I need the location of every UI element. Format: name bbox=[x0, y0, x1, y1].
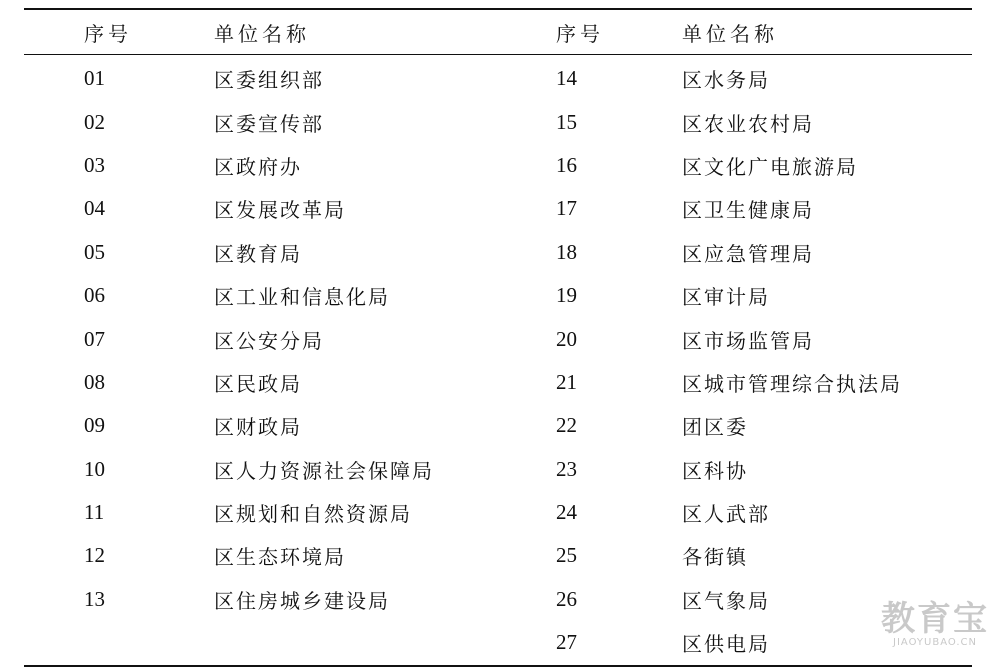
row-number-left: 08 bbox=[84, 369, 105, 394]
row-number-right: 16 bbox=[556, 152, 577, 177]
row-number-left: 12 bbox=[84, 543, 105, 568]
row-number-left: 05 bbox=[84, 239, 105, 264]
row-unit-name-left: 区民政局 bbox=[214, 371, 302, 396]
table-row bbox=[24, 491, 972, 534]
row-unit-name-right: 区科协 bbox=[682, 458, 748, 483]
row-unit-name-right: 区水务局 bbox=[682, 68, 770, 93]
row-number-left: 13 bbox=[84, 586, 105, 611]
table-row bbox=[24, 100, 972, 143]
row-unit-name-right: 区城市管理综合执法局 bbox=[682, 371, 902, 396]
row-unit-name-right: 区文化广电旅游局 bbox=[682, 154, 858, 179]
row-number-right: 25 bbox=[556, 543, 577, 568]
table-row bbox=[24, 621, 972, 664]
row-unit-name-left: 区委组织部 bbox=[214, 68, 324, 93]
table-row bbox=[24, 317, 972, 360]
row-unit-name-right: 区应急管理局 bbox=[682, 241, 814, 266]
row-number-right: 23 bbox=[556, 456, 577, 481]
row-number-right: 19 bbox=[556, 283, 577, 308]
row-number-right: 17 bbox=[556, 196, 577, 221]
header-no-right: 序号 bbox=[556, 21, 604, 46]
row-unit-name-right: 各街镇 bbox=[682, 545, 748, 570]
row-unit-name-right: 区农业农村局 bbox=[682, 111, 814, 136]
row-unit-name-left: 区规划和自然资源局 bbox=[214, 502, 412, 527]
header-name-right: 单位名称 bbox=[682, 21, 778, 46]
row-number-left: 04 bbox=[84, 196, 105, 221]
row-number-left: 03 bbox=[84, 152, 105, 177]
row-number-left: 02 bbox=[84, 109, 105, 134]
row-number-right: 20 bbox=[556, 326, 577, 351]
table-row bbox=[24, 274, 972, 317]
row-number-right: 15 bbox=[556, 109, 577, 134]
row-number-left: 01 bbox=[84, 66, 105, 91]
table-body bbox=[24, 55, 972, 665]
row-unit-name-left: 区发展改革局 bbox=[214, 198, 346, 223]
header-no-left: 序号 bbox=[84, 21, 132, 46]
unit-table bbox=[24, 8, 972, 667]
watermark-sub-text: JIAOYUBAO.CN bbox=[893, 637, 977, 648]
table-row bbox=[24, 57, 972, 100]
row-unit-name-right: 区人武部 bbox=[682, 502, 770, 527]
table-bottom-rule bbox=[24, 665, 972, 667]
row-number-left: 06 bbox=[84, 283, 105, 308]
row-number-right: 22 bbox=[556, 413, 577, 438]
row-unit-name-right: 区供电局 bbox=[682, 632, 770, 657]
row-unit-name-right: 区卫生健康局 bbox=[682, 198, 814, 223]
row-unit-name-left: 区住房城乡建设局 bbox=[214, 588, 390, 613]
table-header bbox=[24, 10, 972, 54]
table-row bbox=[24, 578, 972, 621]
row-number-right: 14 bbox=[556, 66, 577, 91]
row-unit-name-right: 团区委 bbox=[682, 415, 748, 440]
watermark-main-text: 教育宝 bbox=[881, 599, 989, 639]
row-number-right: 26 bbox=[556, 586, 577, 611]
header-name-left: 单位名称 bbox=[214, 21, 310, 46]
table-row bbox=[24, 361, 972, 404]
row-unit-name-left: 区生态环境局 bbox=[214, 545, 346, 570]
row-number-left: 09 bbox=[84, 413, 105, 438]
row-unit-name-right: 区审计局 bbox=[682, 285, 770, 310]
table-row bbox=[24, 534, 972, 577]
row-unit-name-left: 区财政局 bbox=[214, 415, 302, 440]
row-number-right: 21 bbox=[556, 369, 577, 394]
row-unit-name-left: 区政府办 bbox=[214, 154, 302, 179]
row-unit-name-right: 区气象局 bbox=[682, 588, 770, 613]
row-unit-name-right: 区市场监管局 bbox=[682, 328, 814, 353]
table-row bbox=[24, 231, 972, 274]
row-unit-name-left: 区工业和信息化局 bbox=[214, 285, 390, 310]
table-row bbox=[24, 448, 972, 491]
row-number-left: 10 bbox=[84, 456, 105, 481]
watermark-logo bbox=[881, 601, 989, 649]
row-number-right: 27 bbox=[556, 630, 577, 655]
table-row bbox=[24, 404, 972, 447]
row-number-left: 07 bbox=[84, 326, 105, 351]
row-number-left: 11 bbox=[84, 500, 105, 525]
row-unit-name-left: 区人力资源社会保障局 bbox=[214, 458, 434, 483]
table-row bbox=[24, 144, 972, 187]
row-unit-name-left: 区公安分局 bbox=[214, 328, 324, 353]
row-unit-name-left: 区委宣传部 bbox=[214, 111, 324, 136]
row-unit-name-left: 区教育局 bbox=[214, 241, 302, 266]
row-number-right: 18 bbox=[556, 239, 577, 264]
table-row bbox=[24, 187, 972, 230]
row-number-right: 24 bbox=[556, 500, 577, 525]
